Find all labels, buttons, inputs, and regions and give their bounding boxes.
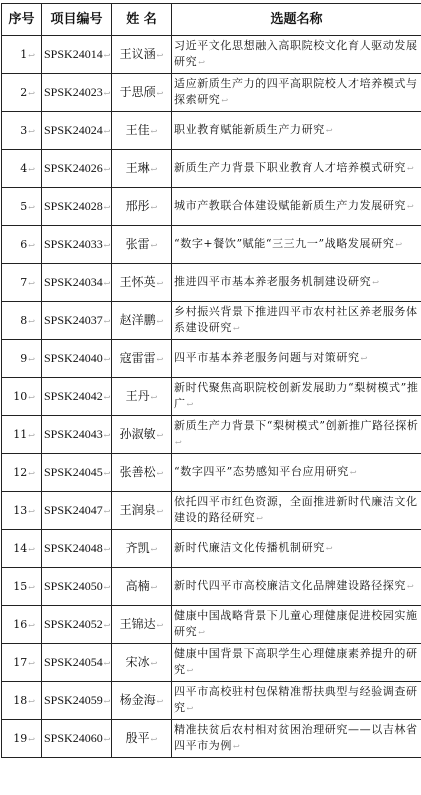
return-mark-icon: ↩ — [104, 469, 111, 478]
return-mark-icon: ↩ — [151, 127, 158, 136]
topic-title-cell — [172, 492, 421, 530]
return-mark-icon: ↩ — [407, 164, 414, 173]
return-mark-icon: ↩ — [28, 393, 35, 402]
return-mark-icon: ↩ — [151, 165, 158, 174]
return-mark-icon: ↩ — [407, 202, 414, 211]
person-name: 邢彤 — [126, 199, 150, 213]
return-mark-icon: ↩ — [104, 165, 111, 174]
project-code-cell — [42, 416, 112, 454]
return-mark-icon: ↩ — [187, 400, 194, 409]
project-code-cell — [42, 492, 112, 530]
project-code: SPSK24052 — [44, 617, 103, 631]
topic-title: 四平市基本养老服务问题与对策研究 — [174, 351, 360, 364]
return-mark-icon: ↩ — [157, 507, 164, 516]
person-name-cell — [112, 416, 172, 454]
row-number: 14 — [13, 542, 27, 555]
row-number-cell — [2, 264, 42, 302]
table-row — [2, 530, 421, 568]
table-row — [2, 188, 421, 226]
table-header-row — [2, 4, 421, 36]
topic-title-cell — [172, 302, 421, 340]
table-row — [2, 454, 421, 492]
return-mark-icon: ↩ — [28, 165, 35, 174]
project-code: SPSK24033 — [44, 237, 103, 251]
return-mark-icon: ↩ — [104, 241, 111, 250]
row-number: 16 — [13, 618, 27, 631]
project-code-cell — [42, 644, 112, 682]
row-number: 19 — [13, 732, 27, 745]
row-number-cell — [2, 416, 42, 454]
project-code-cell — [42, 454, 112, 492]
return-mark-icon: ↩ — [104, 697, 111, 706]
person-name: 高楠 — [126, 579, 150, 593]
return-mark-icon: ↩ — [361, 354, 368, 363]
return-mark-icon: ↩ — [28, 469, 35, 478]
project-code: SPSK24024 — [44, 123, 103, 137]
person-name-cell — [112, 112, 172, 150]
return-mark-icon: ↩ — [104, 583, 111, 592]
topic-title: 四平市高校驻村包保精准帮扶典型与经验调查研究 — [174, 685, 418, 714]
project-code-cell — [42, 302, 112, 340]
row-number-cell — [2, 74, 42, 112]
return-mark-icon: ↩ — [28, 127, 35, 136]
person-name-cell — [112, 644, 172, 682]
person-name-cell — [112, 682, 172, 720]
return-mark-icon: ↩ — [151, 393, 158, 402]
return-mark-icon: ↩ — [233, 742, 240, 751]
person-name: 王润泉 — [120, 503, 156, 517]
topic-title: “数字四平”态势感知平台应用研究 — [174, 465, 349, 478]
project-code: SPSK24048 — [44, 541, 103, 555]
row-number: 11 — [13, 428, 27, 441]
project-code-cell — [42, 112, 112, 150]
project-code-cell — [42, 74, 112, 112]
person-name-cell — [112, 378, 172, 416]
table-row — [2, 720, 421, 758]
person-name: 王怀英 — [120, 275, 156, 289]
person-name-cell — [112, 492, 172, 530]
return-mark-icon: ↩ — [104, 393, 111, 402]
project-code: SPSK24028 — [44, 199, 103, 213]
topic-title: 新时代聚焦高职院校创新发展助力“梨树模式”推广 — [174, 381, 418, 410]
project-code: SPSK24037 — [44, 313, 103, 327]
topic-title: 新时代四平市高校廉洁文化品牌建设路径探究 — [174, 579, 406, 592]
person-name-cell — [112, 606, 172, 644]
return-mark-icon: ↩ — [28, 621, 35, 630]
return-mark-icon: ↩ — [151, 735, 158, 744]
row-number: 7 — [20, 276, 27, 289]
row-number-cell — [2, 530, 42, 568]
table-row — [2, 302, 421, 340]
row-number: 13 — [13, 504, 27, 517]
topic-title: 新时代廉洁文化传播机制研究 — [174, 541, 325, 554]
return-mark-icon: ↩ — [104, 279, 111, 288]
person-name-cell — [112, 302, 172, 340]
person-name: 王佳 — [126, 123, 150, 137]
project-code-cell — [42, 226, 112, 264]
topic-title: 健康中国战略背景下儿童心理健康促进校园实施研究 — [174, 609, 418, 638]
project-code-cell — [42, 530, 112, 568]
row-number-cell — [2, 492, 42, 530]
project-code: SPSK24042 — [44, 389, 103, 403]
project-code-cell — [42, 378, 112, 416]
row-number: 9 — [20, 352, 27, 365]
return-mark-icon: ↩ — [104, 431, 111, 440]
return-mark-icon: ↩ — [187, 704, 194, 713]
row-number: 12 — [13, 466, 27, 479]
person-name: 宋冰 — [126, 655, 150, 669]
topic-title-cell — [172, 682, 421, 720]
return-mark-icon: ↩ — [104, 659, 111, 668]
row-number-cell — [2, 606, 42, 644]
project-code: SPSK24059 — [44, 693, 103, 707]
return-mark-icon: ↩ — [28, 203, 35, 212]
return-mark-icon: ↩ — [407, 582, 414, 591]
table-row — [2, 226, 421, 264]
person-name-cell — [112, 36, 172, 74]
topic-title: 健康中国背景下高职学生心理健康素养提升的研究 — [174, 647, 418, 676]
return-mark-icon: ↩ — [326, 544, 333, 553]
row-number-cell — [2, 454, 42, 492]
return-mark-icon: ↩ — [28, 697, 35, 706]
project-code-cell — [42, 606, 112, 644]
person-name-cell — [112, 568, 172, 606]
person-name-cell — [112, 264, 172, 302]
return-mark-icon: ↩ — [157, 697, 164, 706]
person-name: 杨金海 — [120, 693, 156, 707]
project-code-cell — [42, 568, 112, 606]
person-name-cell — [112, 226, 172, 264]
return-mark-icon: ↩ — [233, 324, 240, 333]
project-code: SPSK24023 — [44, 85, 103, 99]
project-code: SPSK24047 — [44, 503, 103, 517]
project-code-cell — [42, 720, 112, 758]
row-number-cell — [2, 150, 42, 188]
return-mark-icon: ↩ — [104, 51, 111, 60]
row-number-cell — [2, 36, 42, 74]
return-mark-icon: ↩ — [28, 507, 35, 516]
person-name: 王琳 — [126, 161, 150, 175]
return-mark-icon: ↩ — [28, 545, 35, 554]
project-code: SPSK24034 — [44, 275, 103, 289]
row-number-cell — [2, 644, 42, 682]
person-name-cell — [112, 340, 172, 378]
person-name-cell — [112, 454, 172, 492]
row-number: 1 — [20, 48, 27, 61]
return-mark-icon: ↩ — [28, 735, 35, 744]
row-number: 18 — [13, 694, 27, 707]
project-code-cell — [42, 264, 112, 302]
return-mark-icon: ↩ — [157, 469, 164, 478]
table-row — [2, 644, 421, 682]
return-mark-icon: ↩ — [104, 735, 111, 744]
return-mark-icon: ↩ — [104, 507, 111, 516]
return-mark-icon: ↩ — [104, 317, 111, 326]
row-number-cell — [2, 112, 42, 150]
return-mark-icon: ↩ — [151, 583, 158, 592]
row-number-cell — [2, 226, 42, 264]
return-mark-icon: ↩ — [157, 279, 164, 288]
return-mark-icon: ↩ — [157, 355, 164, 364]
return-mark-icon: ↩ — [151, 241, 158, 250]
return-mark-icon: ↩ — [221, 96, 228, 105]
return-mark-icon: ↩ — [151, 545, 158, 554]
person-name: 齐凯 — [126, 541, 150, 555]
row-number-cell — [2, 302, 42, 340]
row-number: 5 — [20, 200, 27, 213]
return-mark-icon: ↩ — [104, 621, 111, 630]
table-row — [2, 74, 421, 112]
return-mark-icon: ↩ — [104, 89, 111, 98]
person-name: 王丹 — [126, 389, 150, 403]
project-code: SPSK24050 — [44, 579, 103, 593]
person-name: 张雷 — [126, 237, 150, 251]
topic-title: 习近平文化思想融入高职院校文化育人驱动发展研究 — [174, 39, 418, 68]
topic-title: 推进四平市基本养老服务机制建设研究 — [174, 275, 371, 288]
return-mark-icon: ↩ — [28, 583, 35, 592]
return-mark-icon: ↩ — [28, 241, 35, 250]
project-code: SPSK24026 — [44, 161, 103, 175]
header-name: 姓 名 — [112, 4, 172, 36]
topic-title: 新质生产力背景下职业教育人才培养模式研究 — [174, 161, 406, 174]
table-row — [2, 264, 421, 302]
project-code: SPSK24043 — [44, 427, 103, 441]
topic-title-cell — [172, 226, 421, 264]
return-mark-icon: ↩ — [104, 127, 111, 136]
row-number: 6 — [20, 238, 27, 251]
project-code: SPSK24014 — [44, 47, 103, 61]
table-row — [2, 340, 421, 378]
topic-title: 精准扶贫后农村相对贫困治理研究——以吉林省四平市为例 — [174, 723, 418, 752]
project-code: SPSK24045 — [44, 465, 103, 479]
table-row — [2, 36, 421, 74]
person-name: 孙淑敏 — [120, 427, 156, 441]
row-number: 15 — [13, 580, 27, 593]
topic-title: 适应新质生产力的四平高职院校人才培养模式与探索研究 — [174, 77, 418, 106]
return-mark-icon: ↩ — [187, 666, 194, 675]
return-mark-icon: ↩ — [151, 203, 158, 212]
return-mark-icon: ↩ — [151, 659, 158, 668]
return-mark-icon: ↩ — [157, 621, 164, 630]
row-number-cell — [2, 188, 42, 226]
person-name-cell — [112, 720, 172, 758]
row-number: 4 — [20, 162, 27, 175]
person-name: 赵洋鹏 — [120, 313, 156, 327]
topic-title-cell — [172, 36, 421, 74]
table-row — [2, 606, 421, 644]
return-mark-icon: ↩ — [104, 545, 111, 554]
header-project-code: 项目编号 — [42, 4, 112, 36]
topic-title: 城市产教联合体建设赋能新质生产力发展研究 — [174, 199, 406, 212]
header-topic-title: 选题名称 — [172, 4, 421, 36]
project-code: SPSK24040 — [44, 351, 103, 365]
return-mark-icon: ↩ — [28, 431, 35, 440]
row-number-cell — [2, 340, 42, 378]
table-row — [2, 568, 421, 606]
project-code-cell — [42, 36, 112, 74]
person-name: 王议涵 — [120, 47, 156, 61]
project-code-cell — [42, 340, 112, 378]
project-code: SPSK24060 — [44, 731, 103, 745]
topic-title: 乡村振兴背景下推进四平市农村社区养老服务体系建设研究 — [174, 305, 418, 334]
topic-title-cell — [172, 150, 421, 188]
person-name-cell — [112, 74, 172, 112]
row-number: 8 — [20, 314, 27, 327]
table-row — [2, 150, 421, 188]
person-name: 张善松 — [120, 465, 156, 479]
topic-title-cell — [172, 264, 421, 302]
table-body — [2, 36, 421, 758]
project-code-cell — [42, 150, 112, 188]
return-mark-icon: ↩ — [157, 431, 164, 440]
topic-title-cell — [172, 378, 421, 416]
table-row — [2, 492, 421, 530]
return-mark-icon: ↩ — [28, 89, 35, 98]
table-row — [2, 682, 421, 720]
topic-title-cell — [172, 416, 421, 454]
table-row — [2, 112, 421, 150]
row-number-cell — [2, 378, 42, 416]
project-code-cell — [42, 188, 112, 226]
return-mark-icon: ↩ — [372, 278, 379, 287]
row-number: 2 — [20, 86, 27, 99]
topic-title-cell — [172, 340, 421, 378]
topic-title-cell — [172, 530, 421, 568]
row-number-cell — [2, 682, 42, 720]
return-mark-icon: ↩ — [28, 317, 35, 326]
person-name: 王锦达 — [120, 617, 156, 631]
person-name: 寇雷雷 — [120, 351, 156, 365]
return-mark-icon: ↩ — [28, 279, 35, 288]
return-mark-icon: ↩ — [28, 51, 35, 60]
topic-title-cell — [172, 112, 421, 150]
project-code-cell — [42, 682, 112, 720]
person-name-cell — [112, 188, 172, 226]
return-mark-icon: ↩ — [157, 317, 164, 326]
return-mark-icon: ↩ — [104, 355, 111, 364]
person-name-cell — [112, 530, 172, 568]
topic-title: 职业教育赋能新质生产力研究 — [174, 123, 325, 136]
topic-title-cell — [172, 644, 421, 682]
return-mark-icon: ↩ — [28, 355, 35, 364]
project-code: SPSK24054 — [44, 655, 103, 669]
topic-title-cell — [172, 188, 421, 226]
person-name-cell — [112, 150, 172, 188]
topic-title-cell — [172, 454, 421, 492]
topic-title-cell — [172, 568, 421, 606]
return-mark-icon: ↩ — [28, 659, 35, 668]
return-mark-icon: ↩ — [104, 203, 111, 212]
return-mark-icon: ↩ — [350, 468, 357, 477]
row-number: 17 — [13, 656, 27, 669]
header-number: 序号 — [2, 4, 42, 36]
topic-title-cell — [172, 720, 421, 758]
return-mark-icon: ↩ — [157, 51, 164, 60]
topic-title-cell — [172, 606, 421, 644]
return-mark-icon: ↩ — [326, 126, 333, 135]
row-number: 10 — [13, 390, 27, 403]
return-mark-icon: ↩ — [198, 58, 205, 67]
return-mark-icon: ↩ — [256, 514, 263, 523]
return-mark-icon: ↩ — [198, 628, 205, 637]
table-row — [2, 378, 421, 416]
return-mark-icon: ↩ — [175, 438, 182, 447]
topic-title-cell — [172, 74, 421, 112]
topic-title: 新质生产力背景下“梨树模式”创新推广路径探析 — [174, 419, 418, 432]
row-number-cell — [2, 568, 42, 606]
table-row — [2, 416, 421, 454]
topic-table — [1, 3, 421, 758]
return-mark-icon: ↩ — [395, 240, 402, 249]
topic-title: 依托四平市红色资源，全面推进新时代廉洁文化建设的路径研究 — [174, 495, 418, 524]
topic-title: “数字+餐饮”赋能“三三九一”战略发展研究 — [174, 237, 394, 250]
return-mark-icon: ↩ — [157, 89, 164, 98]
row-number-cell — [2, 720, 42, 758]
person-name: 殷平 — [126, 731, 150, 745]
person-name: 于思颀 — [120, 85, 156, 99]
row-number: 3 — [20, 124, 27, 137]
